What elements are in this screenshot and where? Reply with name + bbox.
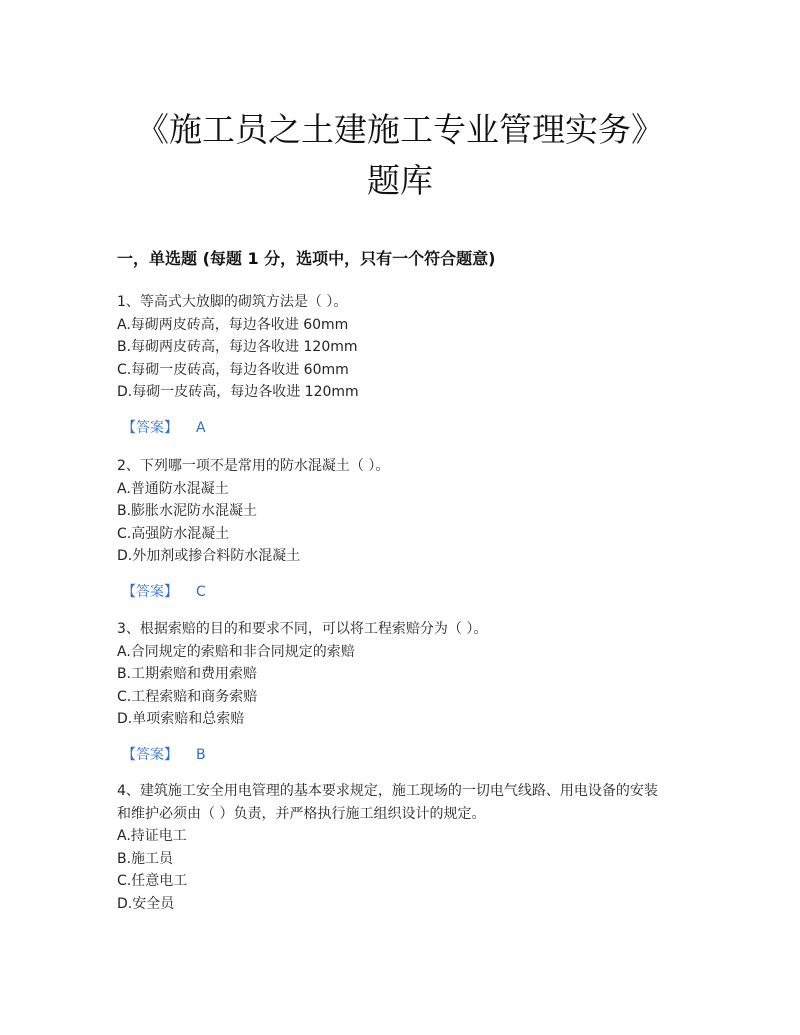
option-b: B.膨胀水泥防水混凝土 [117,503,258,519]
answer-label: 【答案】 [122,746,178,763]
option-b: B.工期索赔和费用索赔 [117,666,258,682]
question-3 [117,618,687,766]
answer-value: B [196,746,206,763]
question-stem: 2、下列哪一项不是常用的防水混凝土（ ）。 [117,458,390,474]
document-title-line2: 题库 [367,161,433,200]
option-b: B.每砌两皮砖高，每边各收进 120mm [117,339,358,355]
answer-value: C [196,583,206,600]
option-b: B.施工员 [117,850,174,867]
option-a: A.普通防水混凝土 [117,480,229,497]
question-2 [117,455,687,603]
document-title: 《施工员之土建施工专业管理实务》 [136,110,664,149]
section-heading: 一，单选题 (每题 1 分，选项中，只有一个符合题意) [117,249,496,268]
answer-line [117,417,687,439]
option-d: D.单项索赔和总索赔 [117,711,245,727]
question-1 [117,291,687,439]
question-4 [117,780,687,915]
answer-label: 【答案】 [122,583,178,600]
option-c: C.任意电工 [117,873,188,889]
option-c: C.工程索赔和商务索赔 [117,688,258,705]
question-stem-cont: 和维护必须由（ ）负责，并严格执行施工组织设计的规定。 [117,805,486,822]
question-stem: 1、等高式大放脚的砌筑方法是（ ）。 [117,294,348,310]
option-d: D.安全员 [117,895,175,912]
answer-value: A [196,419,206,436]
question-stem: 3、根据索赔的目的和要求不同，可以将工程索赔分为（ ）。 [117,621,488,637]
option-c: C.每砌一皮砖高，每边各收进 60mm [117,361,349,378]
question-stem: 4、建筑施工安全用电管理的基本要求规定，施工现场的一切电气线路、用电设备的安装 [117,783,658,799]
option-a: A.每砌两皮砖高，每边各收进 60mm [117,316,349,333]
option-c: C.高强防水混凝土 [117,525,230,542]
answer-label: 【答案】 [122,419,178,436]
option-d: D.每砌一皮砖高，每边各收进 120mm [117,384,359,400]
option-d: D.外加剂或掺合料防水混凝土 [117,548,301,564]
answer-line [117,581,687,603]
answer-line [117,744,687,766]
option-a: A.持证电工 [117,828,187,844]
option-a: A.合同规定的索赔和非合同规定的索赔 [117,643,355,660]
